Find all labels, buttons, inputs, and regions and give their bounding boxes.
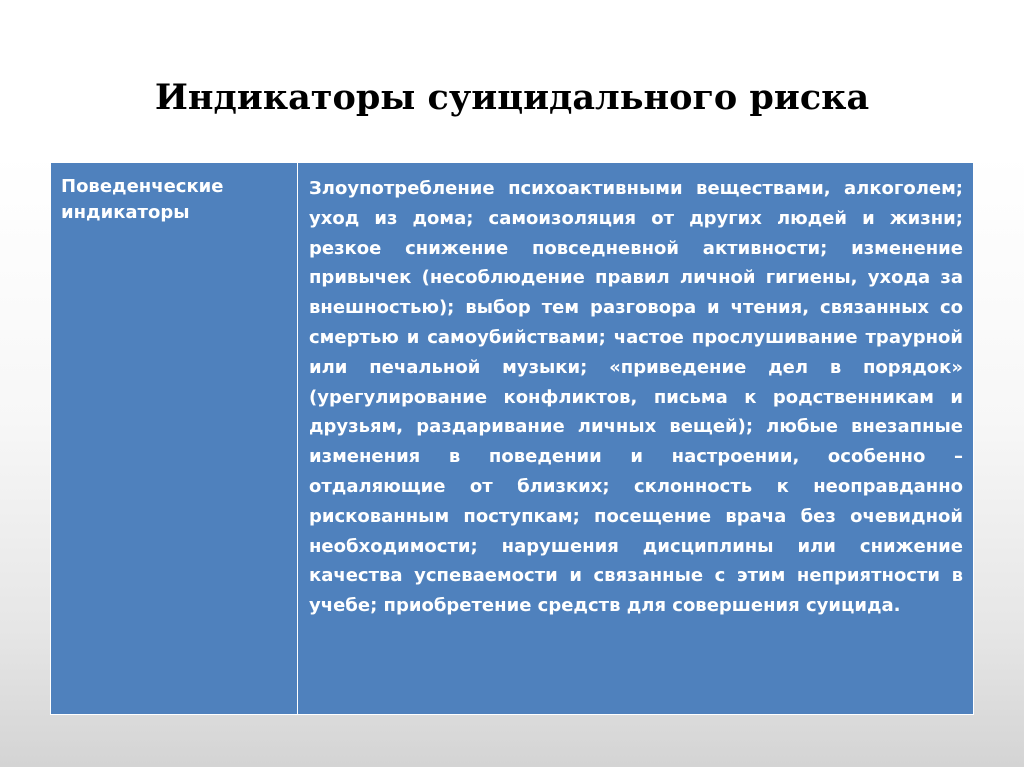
indicator-category-cell: Поведенческие индикаторы	[51, 163, 298, 715]
slide-title: Индикаторы суицидального риска	[154, 77, 870, 118]
table-row	[51, 163, 974, 715]
indicators-table	[50, 162, 974, 715]
indicator-description-cell: Злоупотребление психоактивными веществами, алкоголем; уход из дома; самоизоляция от других людей и жизни; резкое снижение повседневной активности; изменение привычек (несоблюдение правил личной гигиены, ухода за внешностью); выбор тем разговора и чтения, связанных со смертью и самоубийствами; частое прослушивание траурной или печальной музыки; «приведение дел в порядок» (урегулирование конфликтов, письма к родственникам и друзьям, раздаривание личных вещей); любые внезапные изменения в поведении и настроении, особенно – отдаляющие от близких; склонность к неоправданно рискованным поступкам; посещение врача без очевидной необходимости; нарушения дисциплины или снижение качества успеваемости и связанные с этим неприятности в учебе; приобретение средств для совершения суицида.	[298, 163, 974, 715]
